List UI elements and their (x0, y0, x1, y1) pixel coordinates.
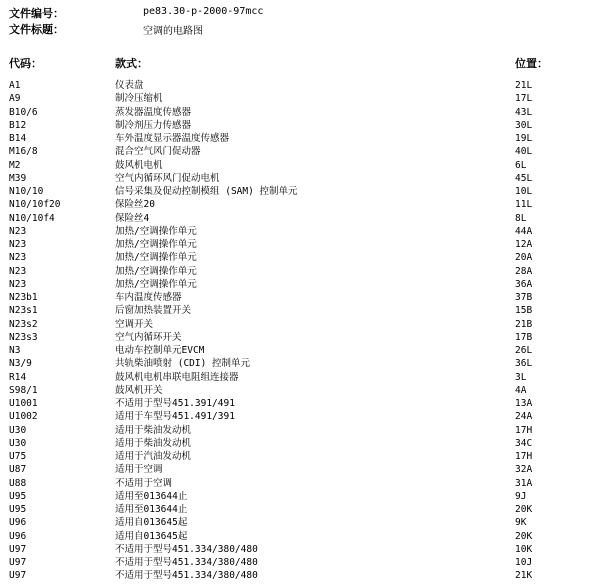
row-code: U95 (9, 504, 27, 515)
row-code: N23 (9, 225, 27, 237)
row-code: U88 (9, 477, 27, 489)
row-description: 适用于柴油发动机 (115, 424, 192, 436)
row-position: 26L (515, 345, 533, 356)
row-code: N23 (9, 278, 27, 290)
row-position: 17H (515, 424, 533, 436)
row-description: 适用于柴油发动机 (115, 437, 192, 449)
row-description: 制冷压缩机 (115, 93, 163, 105)
table-row (0, 92, 605, 105)
table-row (0, 331, 605, 344)
row-description: 不适用于型号451.391/491 (115, 398, 235, 409)
column-header-style: 款式： (115, 57, 148, 70)
row-description: 加热/空调操作单元 (115, 225, 197, 237)
row-description: 共轨柴油喷射 (CDI) 控制单元 (115, 358, 251, 370)
table-row (0, 543, 605, 556)
table-row (0, 556, 605, 569)
table-row (0, 463, 605, 476)
row-description: 适用至013644止 (115, 504, 188, 515)
row-position: 8L (515, 212, 527, 224)
row-description: 不适用于空调 (115, 477, 173, 489)
row-description: 不适用于型号451.334/380/480 (115, 543, 258, 555)
row-description: 适用于汽油发动机 (115, 451, 192, 462)
row-position: 44A (515, 225, 533, 237)
row-description: 加热/空调操作单元 (115, 265, 197, 277)
row-position: 31A (515, 477, 533, 489)
row-description: 蒸发器温度传感器 (115, 106, 192, 118)
row-code: M16/8 (9, 146, 38, 158)
table-row (0, 530, 605, 543)
doc-title-label: 文件标题： (9, 23, 64, 36)
row-position: 17H (515, 451, 533, 462)
table-row (0, 477, 605, 490)
row-code: S98/1 (9, 384, 38, 396)
row-code: U96 (9, 517, 27, 529)
row-position: 11L (515, 199, 533, 211)
row-code: N3/9 (9, 358, 32, 370)
row-position: 21B (515, 318, 533, 330)
table-row (0, 437, 605, 450)
row-position: 21L (515, 80, 533, 91)
row-position: 17L (515, 93, 533, 105)
component-table (0, 79, 605, 583)
doc-number-value: pe83.30-p-2000-97mcc (143, 6, 264, 17)
row-description: 保险丝20 (115, 199, 155, 211)
row-description: 鼓风机开关 (115, 384, 163, 396)
row-position: 15B (515, 305, 533, 317)
row-code: U95 (9, 490, 27, 502)
row-description: 空气内循环风门促动电机 (115, 172, 220, 184)
row-position: 30L (515, 119, 533, 131)
row-description: 后窗加热装置开关 (115, 305, 192, 317)
doc-title-value: 空调的电路图 (143, 26, 203, 37)
table-row (0, 384, 605, 397)
row-code: N23 (9, 239, 27, 250)
row-position: 17B (515, 331, 533, 343)
row-code: B12 (9, 119, 27, 131)
row-position: 37B (515, 292, 533, 303)
row-position: 32A (515, 464, 533, 476)
row-description: 适用自013645起 (115, 517, 188, 529)
row-description: 不适用于型号451.334/380/480 (115, 557, 258, 568)
row-description: 混合空气风门促动器 (115, 146, 201, 158)
row-code: N10/10f20 (9, 199, 61, 211)
row-description: 加热/空调操作单元 (115, 278, 197, 290)
row-code: U30 (9, 437, 27, 449)
table-row (0, 265, 605, 278)
row-description: 保险丝4 (115, 212, 150, 224)
row-position: 13A (515, 398, 533, 409)
row-position: 36A (515, 278, 533, 290)
row-position: 34C (515, 437, 533, 449)
row-description: 加热/空调操作单元 (115, 252, 197, 264)
row-description: 电动车控制单元EVCM (115, 345, 205, 356)
table-row (0, 304, 605, 317)
row-code: B10/6 (9, 106, 38, 118)
row-description: 空调开关 (115, 318, 154, 330)
row-description: 加热/空调操作单元 (115, 239, 197, 250)
row-position: 43L (515, 106, 533, 118)
row-code: A1 (9, 80, 21, 91)
row-description: 鼓风机电机 (115, 159, 163, 171)
row-code: N10/10f4 (9, 212, 55, 224)
row-position: 9J (515, 490, 527, 502)
table-row (0, 516, 605, 529)
row-description: 制冷剂压力传感器 (115, 119, 192, 131)
row-position: 40L (515, 146, 533, 158)
row-position: 21K (515, 570, 533, 582)
row-code: U96 (9, 530, 27, 542)
row-code: U75 (9, 451, 27, 462)
table-row (0, 225, 605, 238)
row-code: U1002 (9, 411, 38, 423)
row-position: 3L (515, 371, 527, 383)
table-row (0, 318, 605, 331)
row-code: N3 (9, 345, 21, 356)
row-code: N23s1 (9, 305, 38, 317)
row-position: 10L (515, 186, 533, 197)
row-position: 10J (515, 557, 533, 568)
table-row (0, 159, 605, 172)
table-row (0, 212, 605, 225)
column-header-position: 位置： (515, 57, 548, 70)
table-row (0, 185, 605, 198)
row-code: U97 (9, 543, 27, 555)
table-row (0, 410, 605, 423)
table-row (0, 424, 605, 437)
row-code: U1001 (9, 398, 38, 409)
table-row (0, 251, 605, 264)
table-row (0, 344, 605, 357)
row-code: U30 (9, 424, 27, 436)
table-row (0, 357, 605, 370)
row-code: N23s3 (9, 331, 38, 343)
table-row (0, 119, 605, 132)
row-position: 20K (515, 530, 533, 542)
row-description: 适用于空调 (115, 464, 163, 476)
row-position: 12A (515, 239, 533, 250)
row-code: U97 (9, 557, 27, 568)
row-position: 19L (515, 133, 533, 144)
table-row (0, 291, 605, 304)
row-position: 24A (515, 411, 533, 423)
table-row (0, 371, 605, 384)
row-code: N23 (9, 265, 27, 277)
row-position: 36L (515, 358, 533, 370)
row-description: 车内温度传感器 (115, 292, 182, 303)
row-description: 适用自013645起 (115, 530, 188, 542)
row-position: 45L (515, 172, 533, 184)
row-description: 适用至013644止 (115, 490, 188, 502)
row-code: N23b1 (9, 292, 38, 303)
row-position: 10K (515, 543, 533, 555)
row-code: N10/10 (9, 186, 44, 197)
row-code: N23s2 (9, 318, 38, 330)
row-description: 适用于车型号451.491/391 (115, 411, 235, 423)
table-row (0, 106, 605, 119)
row-position: 20K (515, 504, 533, 515)
table-row (0, 198, 605, 211)
row-code: M39 (9, 172, 27, 184)
row-code: A9 (9, 93, 21, 105)
row-description: 不适用于型号451.334/380/480 (115, 570, 258, 582)
row-code: B14 (9, 133, 27, 144)
table-row (0, 79, 605, 92)
row-description: 空气内循环开关 (115, 331, 182, 343)
table-row (0, 503, 605, 516)
table-row (0, 132, 605, 145)
row-position: 4A (515, 384, 527, 396)
row-code: U97 (9, 570, 27, 582)
row-description: 鼓风机电机串联电阻组连接器 (115, 371, 239, 383)
row-code: U87 (9, 464, 27, 476)
row-position: 28A (515, 265, 533, 277)
row-description: 仪表盘 (115, 80, 144, 91)
row-description: 信号采集及促动控制模组 (SAM) 控制单元 (115, 186, 298, 197)
table-row (0, 490, 605, 503)
row-position: 9K (515, 517, 527, 529)
table-row (0, 450, 605, 463)
table-row (0, 172, 605, 185)
table-row (0, 145, 605, 158)
row-code: N23 (9, 252, 27, 264)
column-header-code: 代码： (9, 57, 42, 70)
row-position: 6L (515, 159, 527, 171)
table-row (0, 278, 605, 291)
row-position: 20A (515, 252, 533, 264)
table-row (0, 397, 605, 410)
doc-number-label: 文件编号： (9, 7, 64, 20)
row-description: 车外温度显示器温度传感器 (115, 133, 230, 144)
table-row (0, 569, 605, 582)
row-code: R14 (9, 371, 27, 383)
table-row (0, 238, 605, 251)
row-code: M2 (9, 159, 21, 171)
